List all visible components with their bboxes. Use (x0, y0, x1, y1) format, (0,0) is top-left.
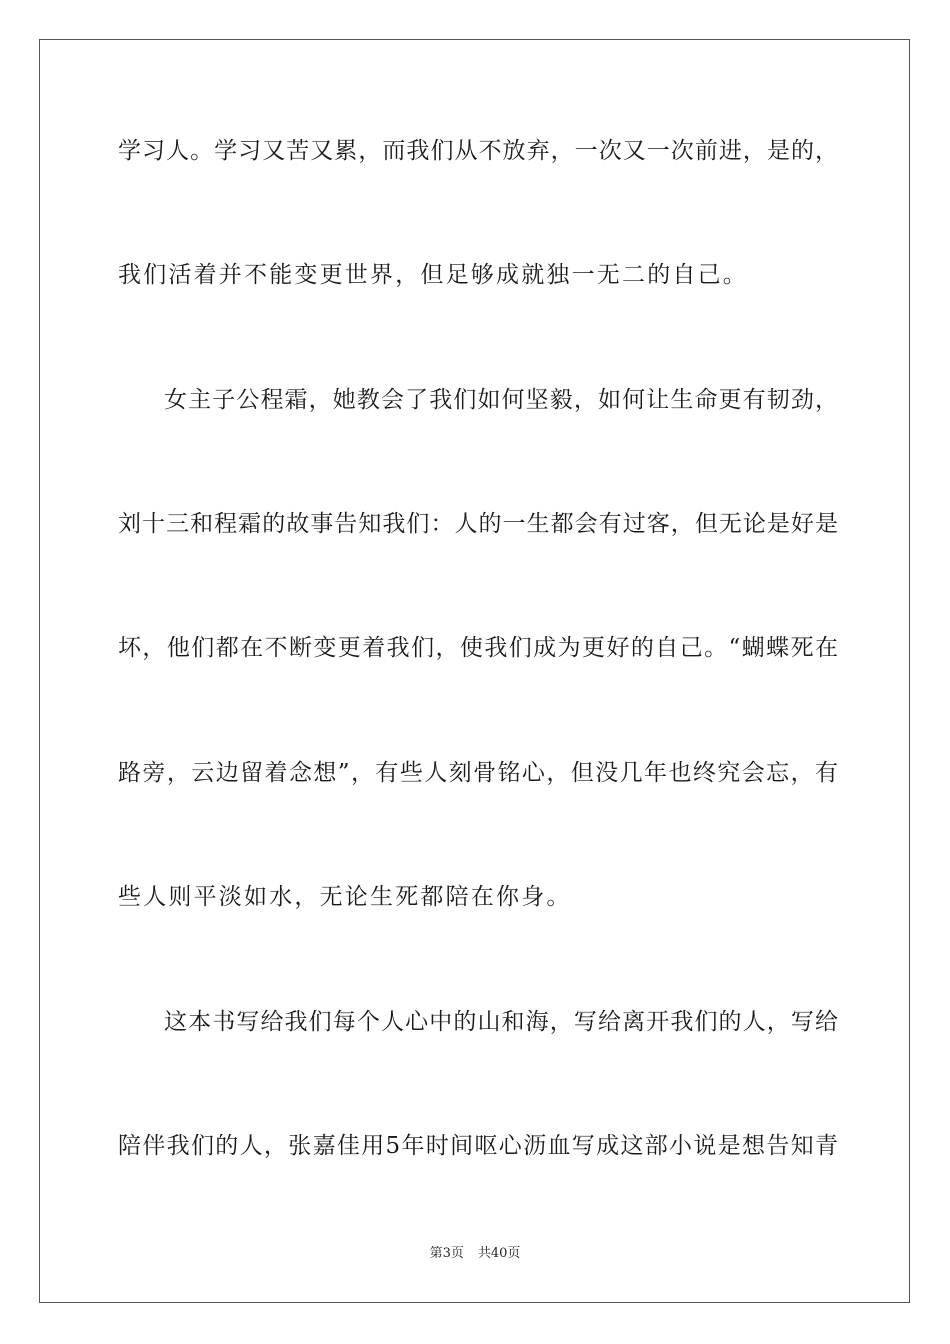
paragraph-line: 学习人。学习又苦又累，而我们从不放弃，一次又一次前进，是的， (118, 138, 838, 164)
paragraph-line: 女主子公程霜，她教会了我们如何坚毅，如何让生命更有韧劲， (164, 387, 838, 413)
paragraph-line: 些人则平淡如水，无论生死都陪在你身。 (118, 884, 572, 910)
page-total: 共40页 (477, 1246, 521, 1261)
page-footer (0, 1246, 950, 1262)
paragraph-line: 路旁，云边留着念想”，有些人刻骨铭心，但没几年也终究会忘，有 (118, 760, 838, 786)
paragraph-line: 坏，他们都在不断变更着我们，使我们成为更好的自己。“蝴蝶死在 (118, 635, 838, 661)
page-number: 第3页 (429, 1246, 464, 1261)
paragraph-line: 我们活着并不能变更世界，但足够成就独一无二的自己。 (118, 262, 748, 288)
paragraph-line: 刘十三和程霜的故事告知我们：人的一生都会有过客，但无论是好是 (118, 511, 838, 537)
page-border (39, 39, 910, 1303)
paragraph-line: 陪伴我们的人，张嘉佳用5年时间呕心沥血写成这部小说是想告知青 (118, 1133, 838, 1159)
paragraph-line: 这本书写给我们每个人心中的山和海，写给离开我们的人，写给 (164, 1009, 838, 1035)
